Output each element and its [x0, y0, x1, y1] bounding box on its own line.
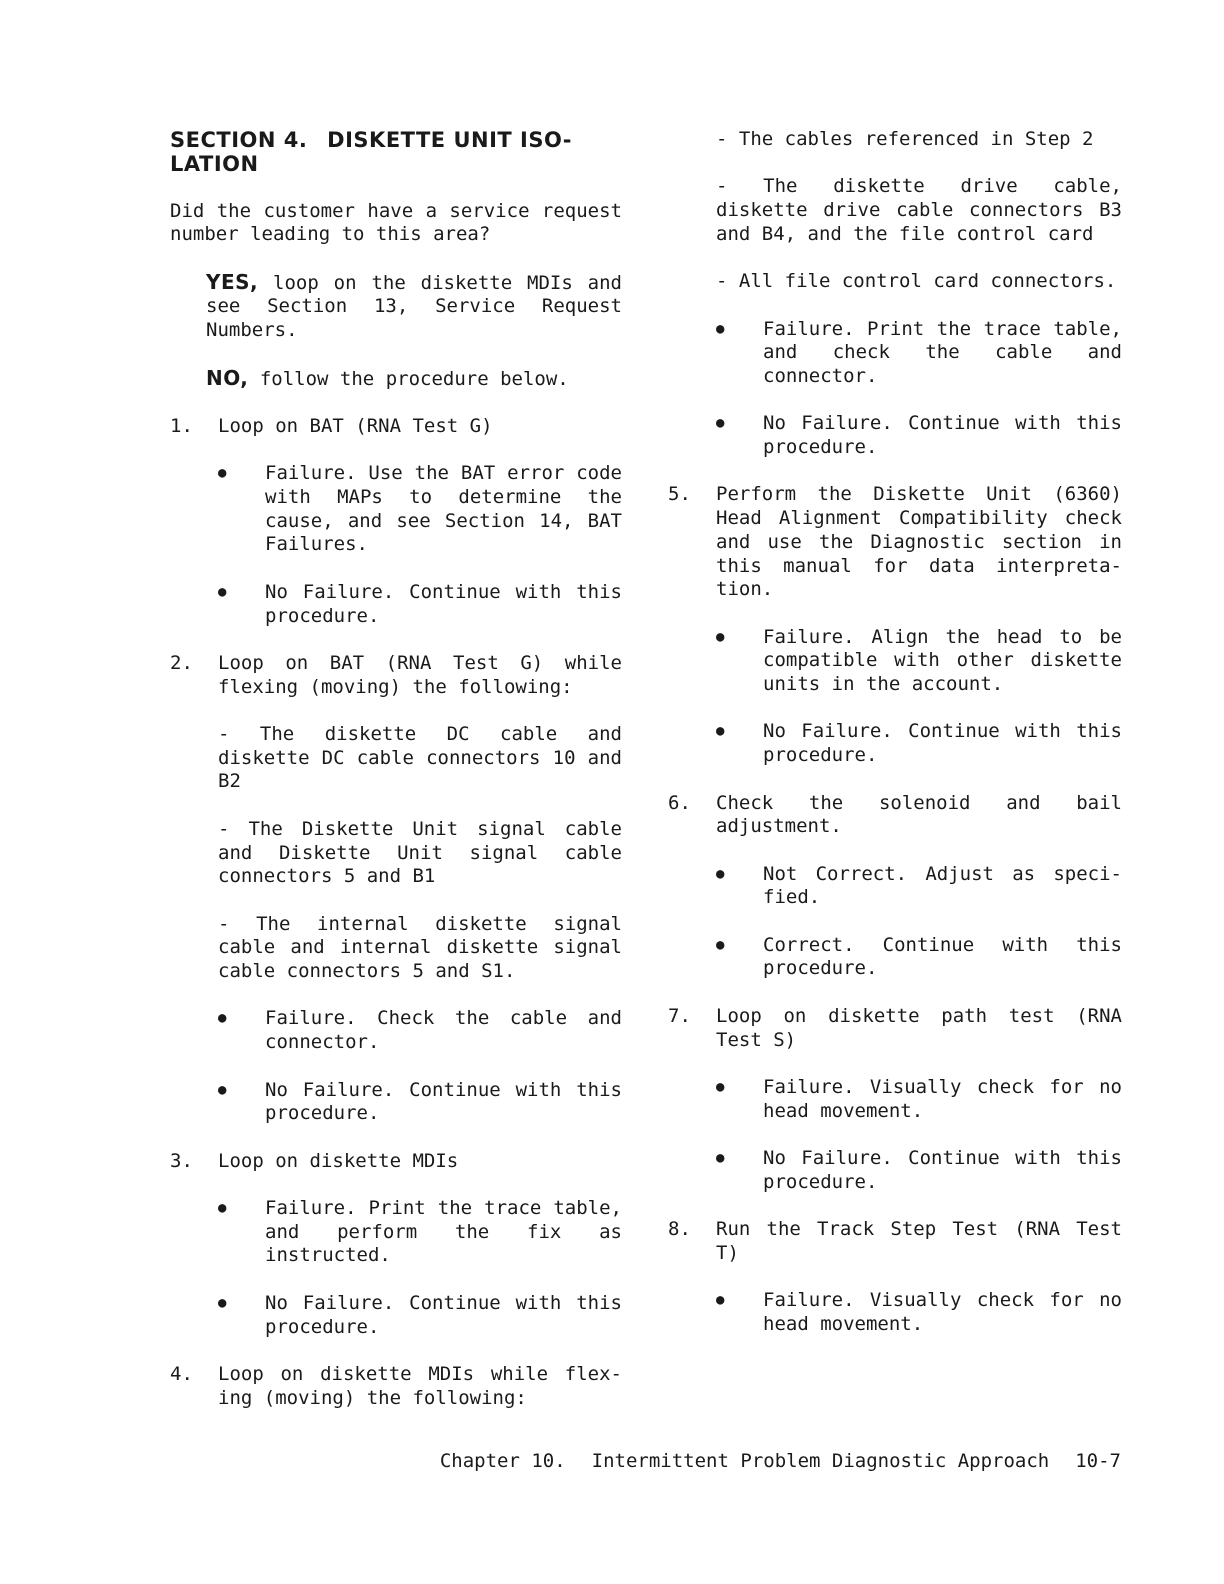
step-5-no-failure: ● No Failure. Continue with this procedure. — [716, 720, 1122, 767]
step-4-failure: ● Failure. Print the trace table, and check the cable and connector. — [716, 317, 1122, 387]
step-2 — [170, 652, 622, 699]
bullet-icon: ● — [716, 415, 725, 432]
section-heading — [170, 128, 622, 176]
step-8 — [668, 1218, 1122, 1265]
bullet-icon: ● — [218, 1294, 227, 1311]
intro-question: Did the customer have a service request number leading to this area? — [170, 199, 622, 246]
step-4 — [170, 1363, 622, 1410]
bullet-icon: ● — [716, 1150, 725, 1167]
step-text: Loop on diskette MDIs — [218, 1149, 459, 1172]
step-4-no-failure: ● No Failure. Continue with this procedure. — [716, 412, 1122, 459]
step-6-correct: ● Correct. Continue with this procedure. — [716, 933, 1122, 980]
step-4-item-file-control: - All file control card connectors. — [716, 270, 1117, 293]
step-1-no-failure: ● No Failure. Continue with this procedure. — [218, 580, 622, 627]
page-number: 10-7 — [1075, 1450, 1121, 1472]
bullet-icon: ● — [218, 583, 227, 600]
step-6 — [668, 792, 1122, 839]
step-7-failure: ● Failure. Visually check for no head movement. — [716, 1075, 1122, 1122]
bullet-icon: ● — [716, 936, 725, 953]
bullet-icon: ● — [716, 1078, 725, 1095]
step-2-item-internal-cable: - The internal diskette signal cable and internal diskette signal cable connectors 5 and S1. — [218, 912, 622, 983]
step-7 — [668, 1005, 1122, 1052]
yes-label: YES, — [206, 269, 259, 294]
bullet-icon: ● — [716, 865, 725, 882]
step-text: Loop on diskette MDIs while flex-ing (moving) the following: — [218, 1362, 622, 1409]
step-4-item-drive-cable: - The diskette drive cable, diskette drive cable connectors B3 and B4, and the file control card — [716, 175, 1122, 245]
no-label: NO, — [206, 365, 249, 390]
page-footer — [440, 1449, 1121, 1473]
bullet-icon: ● — [218, 465, 227, 482]
no-text: follow the procedure below. — [259, 367, 569, 390]
step-text: Perform the Diskette Unit (6360) Head Alignment Compatibility check and use the Diagnostic section in this manual for data interpreta-tion. — [716, 483, 1122, 601]
left-column — [170, 128, 622, 1434]
step-number: 4. — [170, 1362, 193, 1385]
step-text: Check the solenoid and bail adjustment. — [716, 791, 1122, 838]
bullet-icon: ● — [716, 320, 725, 337]
step-3 — [170, 1150, 622, 1174]
step-1-failure: ● Failure. Use the BAT error code with MAPs to determine the cause, and see Section 14, BAT Failures. — [218, 462, 622, 556]
step-number: 6. — [668, 791, 691, 814]
no-answer — [206, 367, 622, 392]
bullet-icon: ● — [716, 723, 725, 740]
section-number: SECTION 4. — [170, 128, 308, 152]
step-number: 2. — [170, 651, 193, 674]
step-3-no-failure: ● No Failure. Continue with this procedure. — [218, 1291, 622, 1338]
section-title: DISKETTE UNIT ISO-LATION — [170, 128, 572, 176]
footer-chapter: Chapter 10. — [439, 1450, 566, 1472]
yes-text: loop on the diskette MDIs and see Section 13, Service Request Numbers. — [206, 271, 622, 342]
bullet-icon: ● — [716, 628, 725, 645]
step-number: 7. — [668, 1004, 691, 1027]
step-text: Loop on BAT (RNA Test G) while flexing (moving) the following: — [218, 651, 622, 698]
bullet-icon: ● — [218, 1200, 227, 1217]
step-2-item-dc-cable: - The diskette DC cable and diskette DC cable connectors 10 and B2 — [218, 723, 622, 793]
step-number: 3. — [170, 1149, 193, 1172]
step-8-failure: ● Failure. Visually check for no head movement. — [716, 1289, 1122, 1335]
step-number: 8. — [668, 1218, 691, 1241]
right-column — [668, 128, 1122, 1360]
step-1 — [170, 415, 622, 439]
step-6-not-correct: ● Not Correct. Adjust as speci-fied. — [716, 862, 1122, 909]
footer-title: Intermittent Problem Diagnostic Approach — [591, 1450, 1050, 1472]
step-text: Run the Track Step Test (RNA Test T) — [716, 1218, 1122, 1264]
bullet-icon: ● — [218, 1081, 227, 1098]
yes-answer — [206, 271, 622, 343]
step-number: 1. — [170, 414, 193, 437]
step-3-failure: ● Failure. Print the trace table, and perform the fix as instructed. — [218, 1197, 622, 1267]
bullet-icon: ● — [218, 1010, 227, 1027]
step-text: Loop on diskette path test (RNA Test S) — [716, 1004, 1122, 1051]
bullet-icon: ● — [716, 1292, 725, 1309]
step-text: Loop on BAT (RNA Test G) — [218, 414, 493, 437]
step-2-no-failure: ● No Failure. Continue with this procedure. — [218, 1078, 622, 1125]
step-7-no-failure: ● No Failure. Continue with this procedure. — [716, 1147, 1122, 1193]
step-5-failure: ● Failure. Align the head to be compatible with other diskette units in the account. — [716, 625, 1122, 696]
step-2-failure: ● Failure. Check the cable and connector. — [218, 1007, 622, 1054]
step-5 — [668, 483, 1122, 602]
step-2-item-signal-cable: - The Diskette Unit signal cable and Diskette Unit signal cable connectors 5 and B1 — [218, 817, 622, 888]
step-4-item-cables: - The cables referenced in Step 2 — [716, 128, 1094, 150]
step-number: 5. — [668, 483, 691, 506]
